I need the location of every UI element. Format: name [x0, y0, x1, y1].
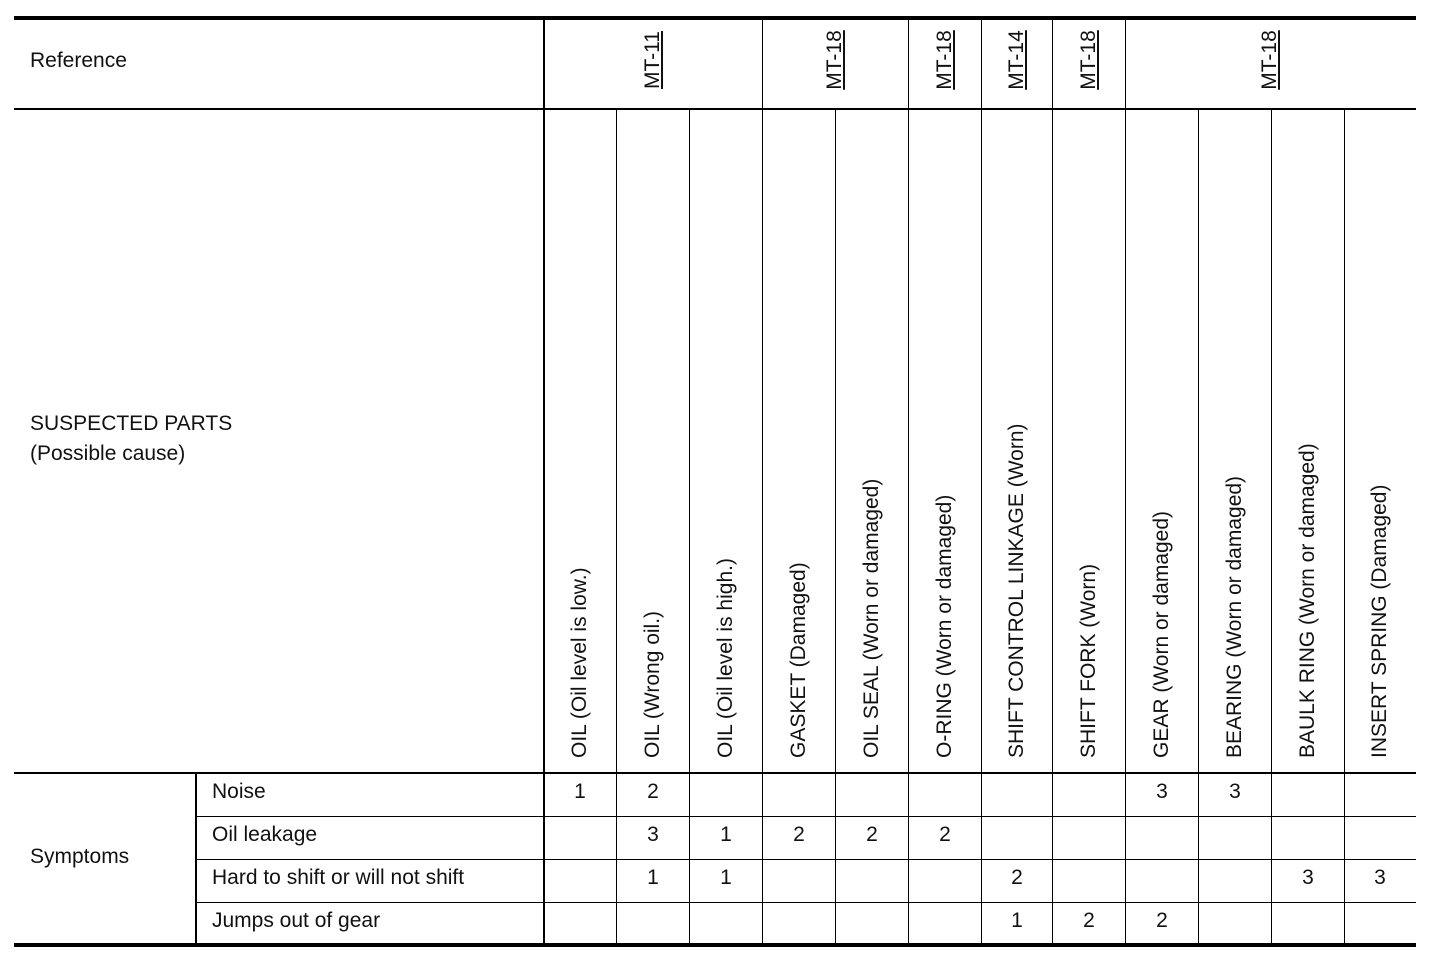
reference-link[interactable]: MT-18 [1077, 30, 1100, 90]
suspected-part-header: OIL SEAL (Worn or damaged) [860, 478, 883, 758]
symptom-label: Jumps out of gear [212, 909, 381, 932]
group-divider [762, 18, 763, 945]
priority-cell: 3 [647, 823, 659, 846]
reference-link[interactable]: MT-11 [641, 31, 664, 89]
column-divider [835, 109, 836, 945]
symptom-label: Oil leakage [212, 823, 318, 846]
symptom-column-divider [195, 773, 197, 945]
priority-cell: 3 [1374, 866, 1386, 889]
suspected-part-header: SHIFT CONTROL LINKAGE (Worn) [1005, 423, 1028, 758]
suspected-part-header: OIL (Wrong oil.) [641, 610, 664, 758]
reference-link[interactable]: MT-18 [933, 30, 956, 90]
priority-cell: 1 [720, 823, 732, 846]
reference-row-divider [14, 108, 1416, 110]
suspected-part-header: GASKET (Damaged) [787, 562, 810, 758]
suspected-part-header: OIL (Oil level is low.) [568, 567, 591, 758]
row-divider [196, 859, 1416, 860]
priority-cell: 2 [1083, 909, 1095, 932]
bottom-border [14, 943, 1416, 947]
label-column-divider [543, 18, 545, 945]
header-divider [14, 772, 1416, 774]
symptoms-label: Symptoms [30, 845, 130, 868]
symptom-label: Hard to shift or will not shift [212, 866, 465, 889]
suspected-part-header: OIL (Oil level is high.) [714, 558, 737, 758]
column-divider [1344, 109, 1345, 945]
priority-cell: 1 [647, 866, 659, 889]
reference-label: Reference [30, 49, 127, 72]
priority-cell: 2 [866, 823, 878, 846]
suspected-part-header: BAULK RING (Worn or damaged) [1296, 443, 1319, 758]
suspected-parts-label: SUSPECTED PARTS [30, 412, 233, 435]
suspected-part-header: BEARING (Worn or damaged) [1223, 475, 1246, 758]
column-divider [1271, 109, 1272, 945]
column-divider [1198, 109, 1199, 945]
suspected-part-header: O-RING (Worn or damaged) [933, 494, 956, 758]
row-divider [196, 816, 1416, 817]
priority-cell: 2 [1156, 909, 1168, 932]
top-border [14, 16, 1416, 20]
priority-cell: 2 [647, 780, 659, 803]
priority-cell: 2 [793, 823, 805, 846]
suspected-part-header: SHIFT FORK (Worn) [1077, 563, 1100, 758]
column-divider [616, 109, 617, 945]
suspected-part-header: INSERT SPRING (Damaged) [1368, 484, 1391, 758]
group-divider [908, 18, 909, 945]
priority-cell: 2 [1011, 866, 1023, 889]
priority-cell: 3 [1156, 780, 1168, 803]
group-divider [1052, 18, 1053, 945]
reference-link[interactable]: MT-14 [1005, 30, 1028, 90]
priority-cell: 3 [1229, 780, 1241, 803]
priority-cell: 1 [574, 780, 586, 803]
reference-link[interactable]: MT-18 [1258, 30, 1281, 90]
priority-cell: 1 [1011, 909, 1023, 932]
symptom-label: Noise [212, 780, 266, 803]
group-divider [1125, 18, 1126, 945]
priority-cell: 3 [1302, 866, 1314, 889]
possible-cause-label: (Possible cause) [30, 442, 186, 465]
row-divider [196, 902, 1416, 903]
priority-cell: 1 [720, 866, 732, 889]
priority-cell: 2 [939, 823, 951, 846]
column-divider [689, 109, 690, 945]
suspected-part-header: GEAR (Worn or damaged) [1150, 510, 1173, 758]
reference-link[interactable]: MT-18 [823, 30, 846, 90]
group-divider [981, 18, 982, 945]
